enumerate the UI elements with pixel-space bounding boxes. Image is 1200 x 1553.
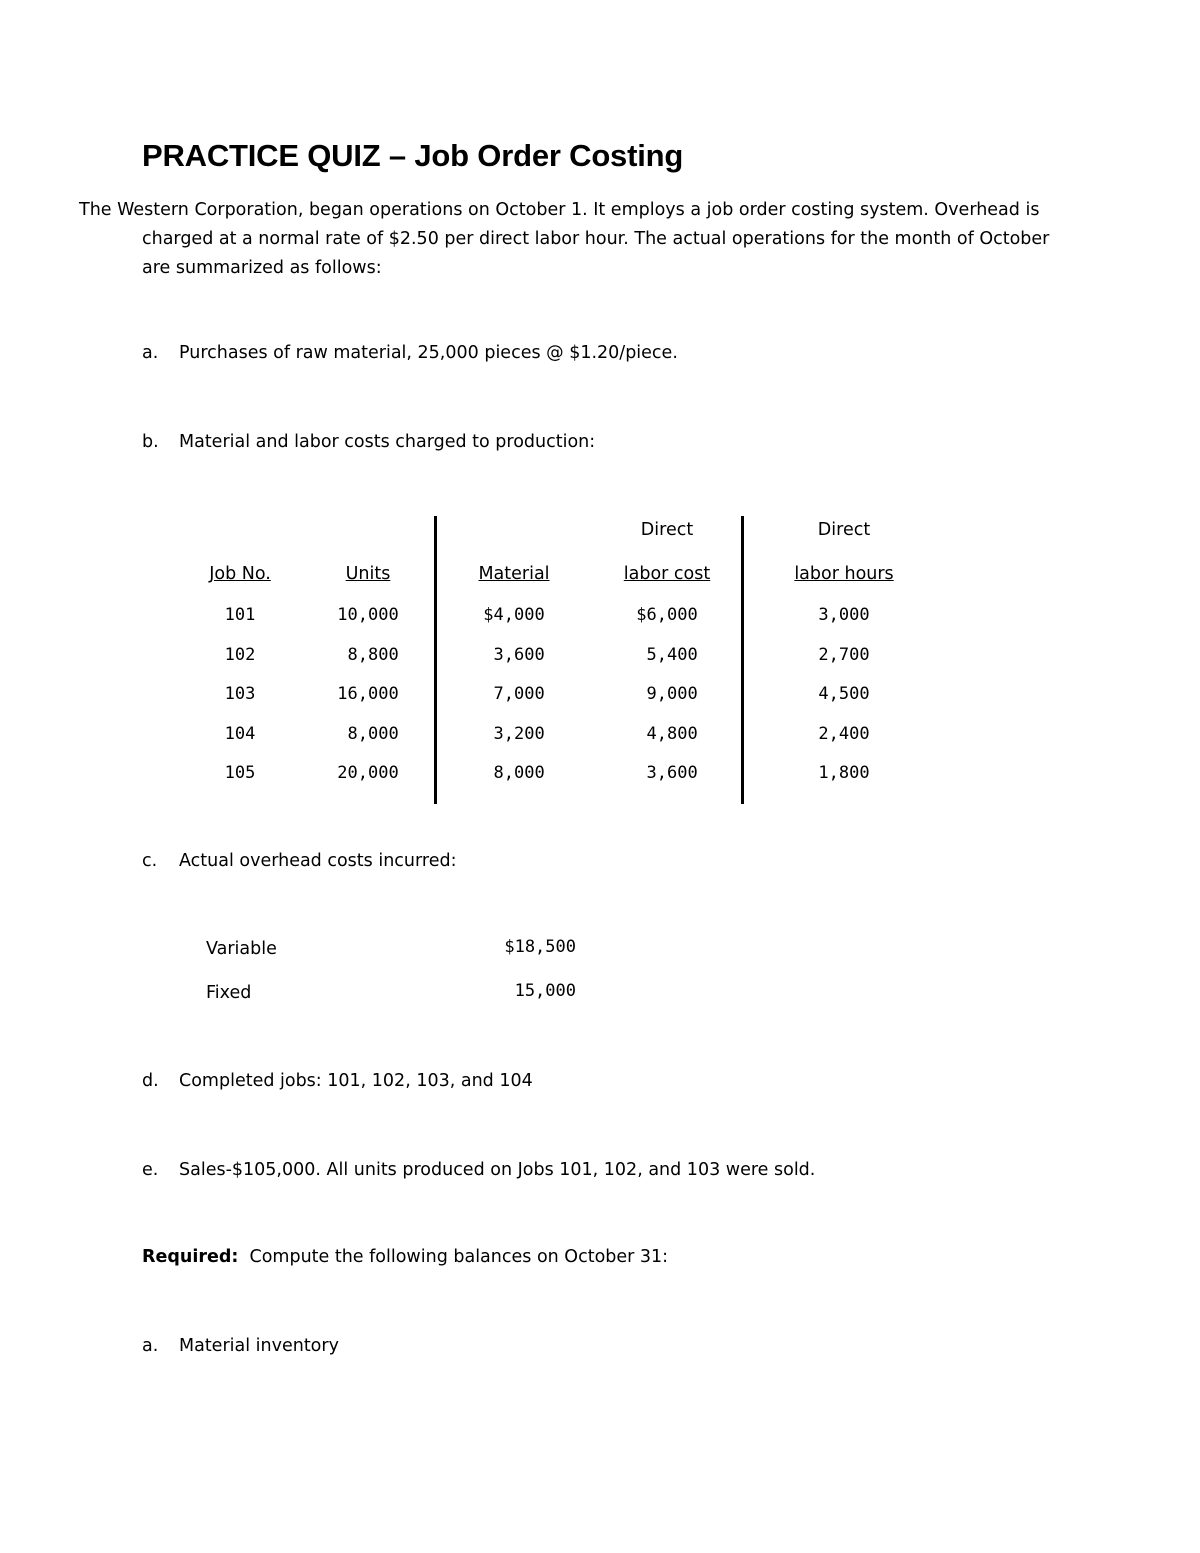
item-e-text: Sales-$105,000. All units produced on Jobs 101, 102, and 103 were sold. bbox=[179, 1160, 816, 1180]
item-b-letter: b. bbox=[142, 432, 159, 452]
item-b bbox=[142, 432, 595, 452]
cell-job: 102 bbox=[224, 645, 256, 665]
cell-units: 20,000 bbox=[337, 763, 399, 783]
intro-paragraph bbox=[79, 196, 1079, 283]
cell-job: 101 bbox=[224, 605, 256, 625]
cell-units: 8,000 bbox=[337, 724, 399, 744]
header-direct-labor-hours-top: Direct bbox=[817, 520, 871, 540]
item-e-letter: e. bbox=[142, 1160, 159, 1180]
item-b-text: Material and labor costs charged to production: bbox=[179, 432, 596, 452]
cell-units: 8,800 bbox=[337, 645, 399, 665]
required-item-a-letter: a. bbox=[142, 1336, 159, 1356]
item-d-text: Completed jobs: 101, 102, 103, and 104 bbox=[179, 1071, 533, 1091]
item-a bbox=[142, 343, 678, 363]
item-a-letter: a. bbox=[142, 343, 159, 363]
required-line bbox=[142, 1247, 668, 1267]
cell-material: 3,200 bbox=[483, 724, 545, 744]
header-direct-labor-cost-top: Direct bbox=[640, 520, 694, 540]
cell-labor-hours: 2,400 bbox=[818, 724, 870, 744]
required-text: Compute the following balances on October 31: bbox=[238, 1247, 669, 1267]
cell-labor-cost: $6,000 bbox=[636, 605, 698, 625]
cell-material: $4,000 bbox=[483, 605, 545, 625]
item-d bbox=[142, 1071, 533, 1091]
header-job-no: Job No. bbox=[209, 564, 271, 584]
cell-labor-cost: 4,800 bbox=[636, 724, 698, 744]
overhead-fixed-value: 15,000 bbox=[514, 981, 576, 1001]
cell-labor-cost: 5,400 bbox=[636, 645, 698, 665]
cell-labor-cost: 3,600 bbox=[636, 763, 698, 783]
header-units: Units bbox=[345, 564, 391, 584]
cell-material: 3,600 bbox=[483, 645, 545, 665]
cell-units: 16,000 bbox=[337, 684, 399, 704]
table-divider-left bbox=[434, 516, 437, 804]
cell-labor-hours: 2,700 bbox=[818, 645, 870, 665]
cell-job: 103 bbox=[224, 684, 256, 704]
header-direct-labor-cost: labor cost bbox=[623, 564, 711, 584]
cell-units: 10,000 bbox=[337, 605, 399, 625]
cell-material: 7,000 bbox=[483, 684, 545, 704]
cell-material: 8,000 bbox=[483, 763, 545, 783]
overhead-variable-label: Variable bbox=[206, 939, 277, 959]
cell-labor-cost: 9,000 bbox=[636, 684, 698, 704]
item-c bbox=[142, 851, 456, 871]
overhead-variable-value: $18,500 bbox=[504, 937, 576, 957]
item-d-letter: d. bbox=[142, 1071, 159, 1091]
cell-job: 105 bbox=[224, 763, 256, 783]
item-c-letter: c. bbox=[142, 851, 158, 871]
intro-line-2: charged at a normal rate of $2.50 per direct labor hour. The actual operations for the month of October bbox=[142, 229, 1050, 249]
item-a-text: Purchases of raw material, 25,000 pieces @ $1.20/piece. bbox=[179, 343, 678, 363]
cell-labor-hours: 3,000 bbox=[818, 605, 870, 625]
intro-line-3: are summarized as follows: bbox=[142, 258, 382, 278]
overhead-fixed-label: Fixed bbox=[206, 983, 252, 1003]
header-direct-labor-hours: labor hours bbox=[794, 564, 894, 584]
required-item-a-text: Material inventory bbox=[179, 1336, 339, 1356]
cell-labor-hours: 4,500 bbox=[818, 684, 870, 704]
table-divider-right bbox=[741, 516, 744, 804]
item-e bbox=[142, 1160, 815, 1180]
header-material: Material bbox=[478, 564, 550, 584]
required-label: Required: bbox=[142, 1247, 239, 1267]
page-title: PRACTICE QUIZ – Job Order Costing bbox=[142, 138, 684, 173]
cell-labor-hours: 1,800 bbox=[818, 763, 870, 783]
intro-line-1: The Western Corporation, began operations on October 1. It employs a job order costing system. Overhead is bbox=[79, 200, 1040, 220]
required-item-a bbox=[142, 1336, 339, 1356]
item-c-text: Actual overhead costs incurred: bbox=[179, 851, 457, 871]
cell-job: 104 bbox=[224, 724, 256, 744]
